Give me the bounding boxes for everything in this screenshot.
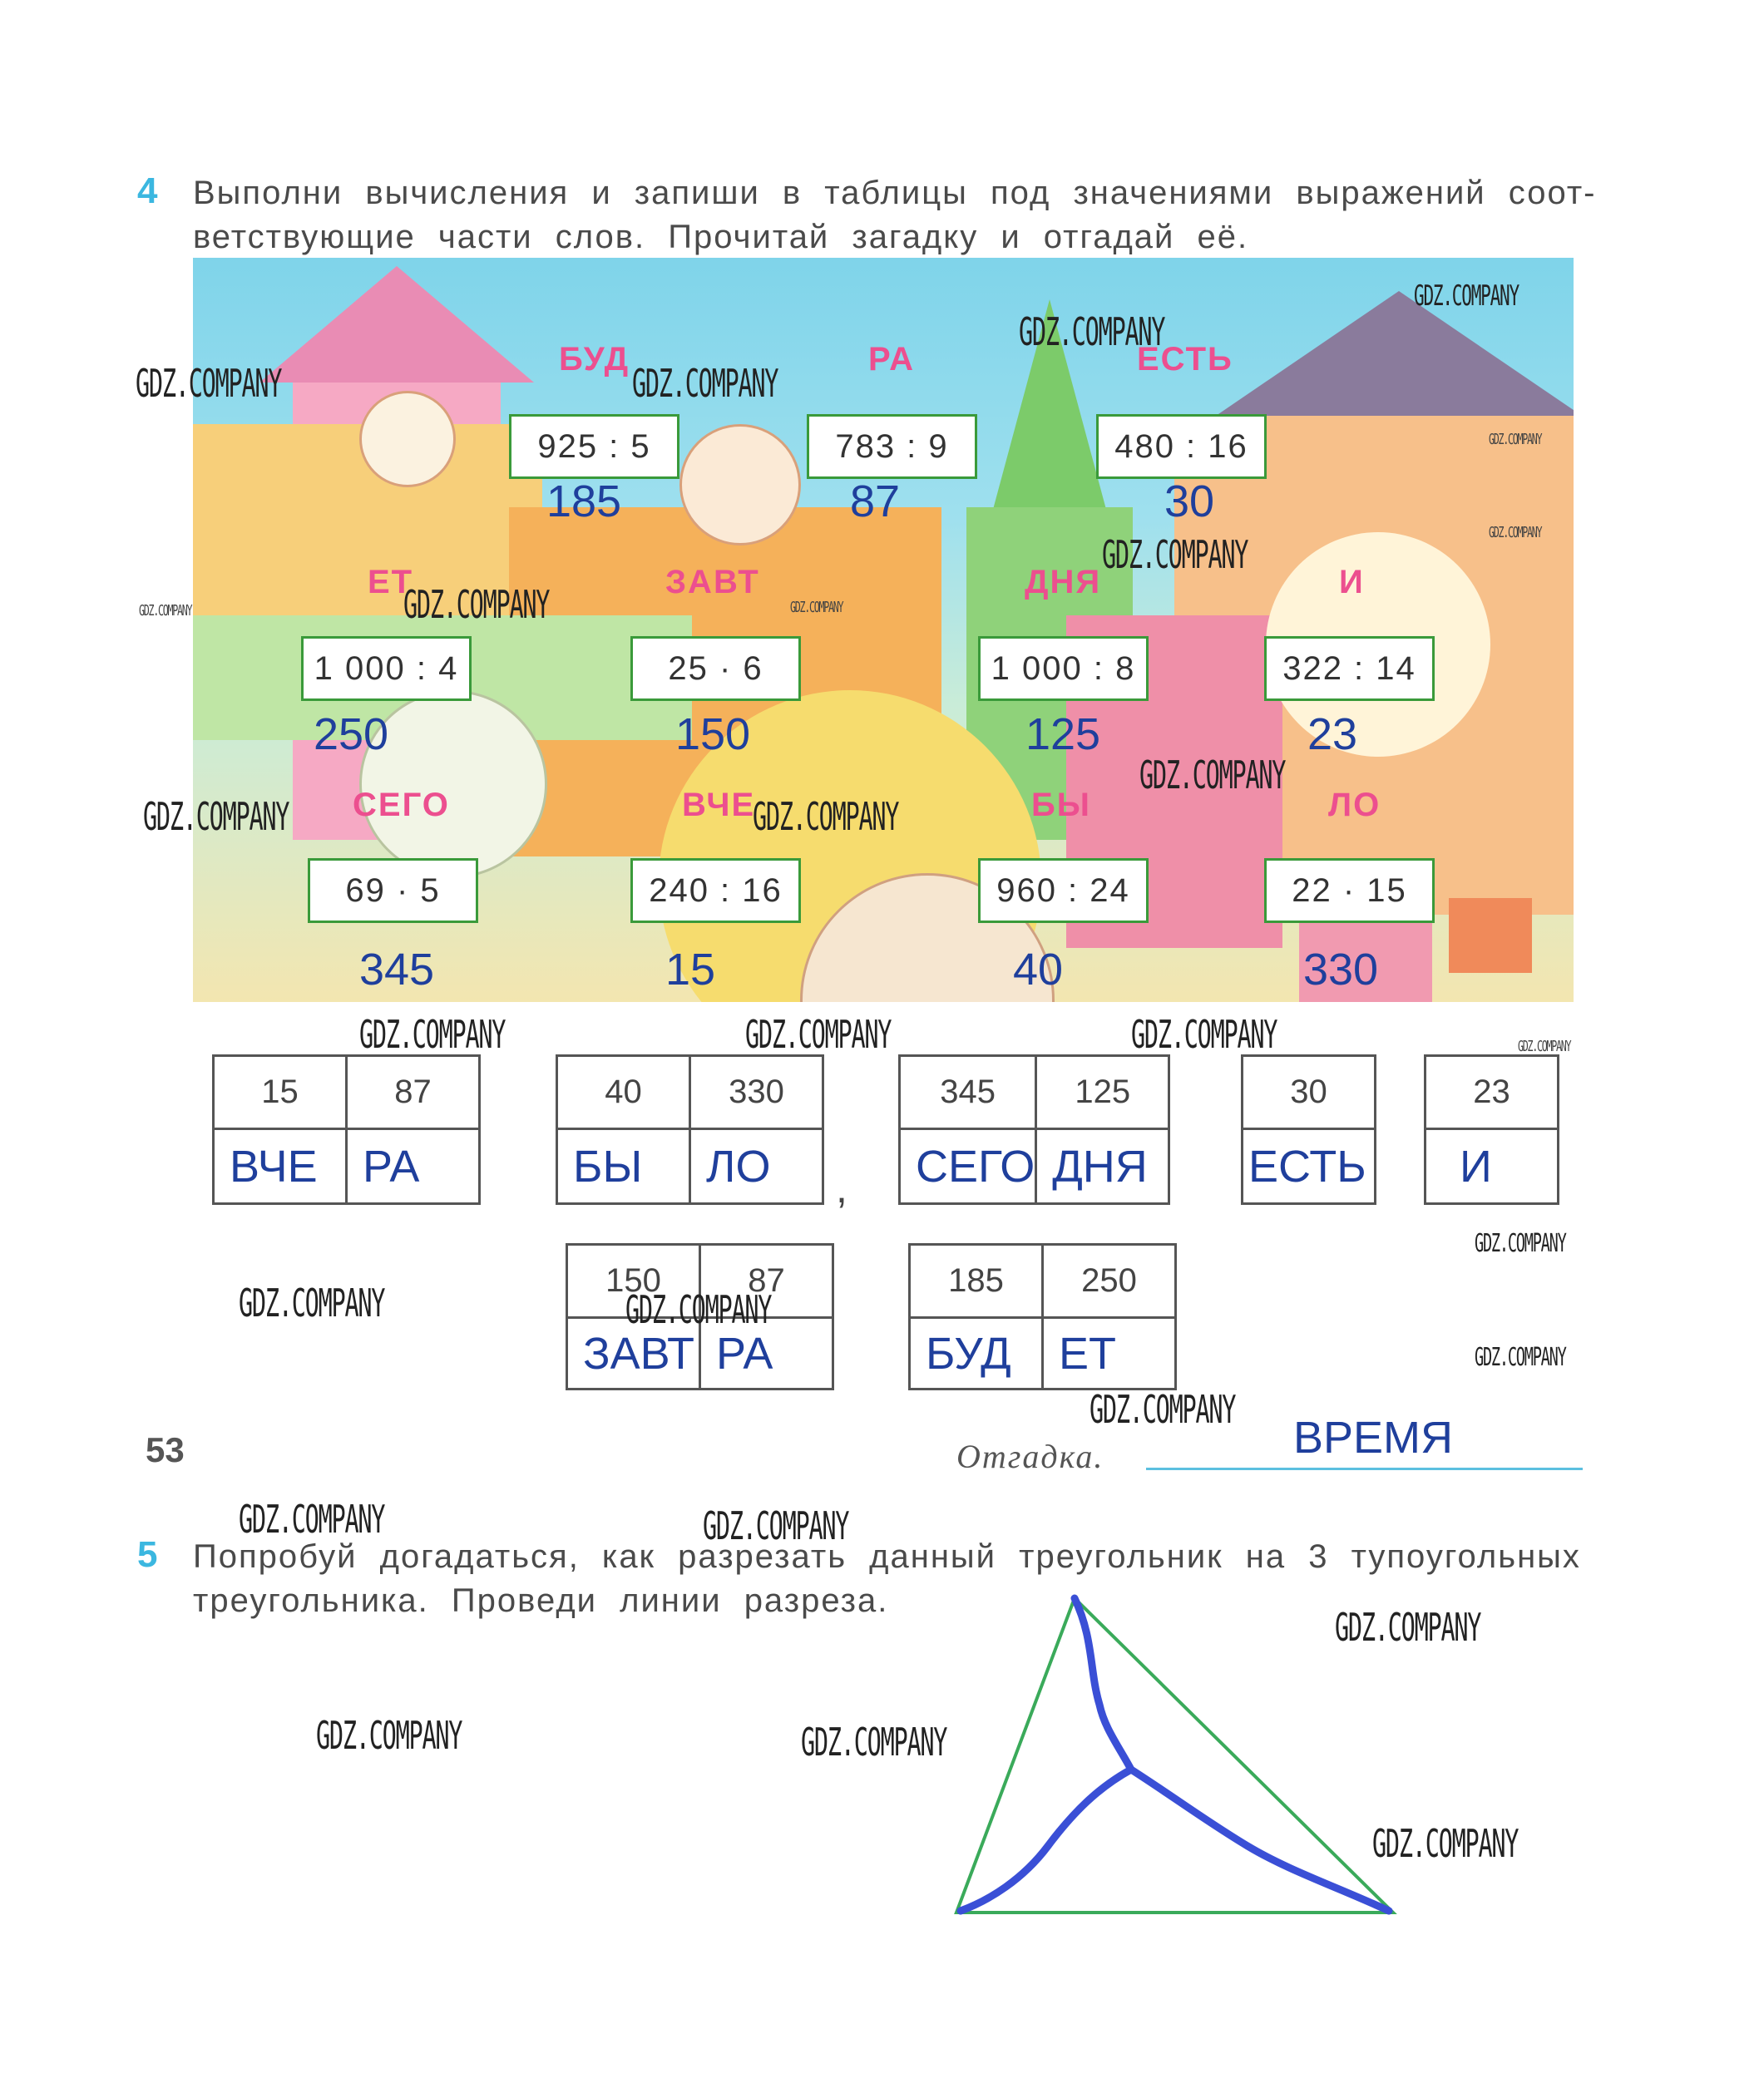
cut-line-right	[1131, 1770, 1389, 1911]
table-word: ДНЯ	[1036, 1129, 1169, 1204]
table-number: 150	[567, 1245, 700, 1318]
table-word: И	[1426, 1129, 1559, 1204]
table-word: БЫ	[557, 1129, 690, 1204]
card-word: И	[1339, 564, 1365, 600]
card-expression: 1 000 : 4	[301, 636, 472, 701]
watermark: GDZ.COMPANY	[1131, 1012, 1277, 1057]
card-expression: 925 : 5	[509, 414, 679, 479]
table-number: 250	[1043, 1245, 1176, 1318]
table-number: 40	[557, 1056, 690, 1129]
card-answer: 30	[1164, 476, 1215, 526]
card-expression: 1 000 : 8	[978, 636, 1149, 701]
card-word: ЕТ	[368, 564, 414, 600]
table-number: 330	[690, 1056, 823, 1129]
watermark: GDZ.COMPANY	[136, 361, 282, 406]
task4-line1: Выполни вычисления и запиши в таблицы под значениями выражений соот-	[193, 175, 1597, 211]
watermark: GDZ.COMPANY	[1489, 524, 1542, 541]
card-word: СЕГО	[353, 787, 450, 823]
card-word: ДНЯ	[1025, 564, 1102, 600]
table-number: 185	[910, 1245, 1043, 1318]
table-word: ЕТ	[1043, 1318, 1176, 1389]
watermark: GDZ.COMPANY	[1489, 431, 1542, 448]
riddle-table-2	[556, 1054, 824, 1205]
table-number: 87	[347, 1056, 480, 1129]
watermark: GDZ.COMPANY	[1372, 1821, 1519, 1866]
page-number: 53	[146, 1430, 185, 1469]
watermark: GDZ.COMPANY	[1414, 279, 1519, 313]
purple-roof	[1216, 291, 1574, 416]
watermark: GDZ.COMPANY	[625, 1287, 772, 1332]
watermark: GDZ.COMPANY	[1090, 1387, 1236, 1432]
table-number: 30	[1243, 1056, 1376, 1129]
watermark: GDZ.COMPANY	[790, 599, 843, 616]
card-expression: 960 : 24	[978, 858, 1149, 923]
watermark: GDZ.COMPANY	[139, 602, 192, 619]
watermark: GDZ.COMPANY	[1102, 532, 1248, 577]
table-word: БУД	[910, 1318, 1043, 1389]
riddle-table-3	[898, 1054, 1170, 1205]
card-answer: 87	[849, 476, 901, 526]
card-answer: 250	[313, 709, 389, 759]
table-word: ЛО	[690, 1129, 823, 1204]
card-expression: 480 : 16	[1096, 414, 1267, 479]
card-answer: 125	[1025, 709, 1101, 759]
task5-number: 5	[137, 1534, 158, 1575]
card-expression: 783 : 9	[807, 414, 977, 479]
table-number: 345	[900, 1056, 1036, 1129]
answer-label: Отгадка.	[956, 1438, 1104, 1475]
card-answer: 15	[665, 945, 716, 995]
card-word: БУД	[559, 341, 630, 378]
card-word: ЕСТЬ	[1137, 341, 1233, 378]
answer-value: ВРЕМЯ	[1293, 1413, 1454, 1463]
card-word: ВЧЕ	[682, 787, 756, 823]
cut-line-left	[961, 1770, 1131, 1911]
task5-line1: Попробуй догадаться, как разрезать данный треугольник на 3 тупоугольных	[193, 1538, 1581, 1575]
watermark: GDZ.COMPANY	[1335, 1605, 1481, 1650]
card-expression: 25 · 6	[630, 636, 801, 701]
task4-line2: ветствующие части слов. Прочитай загадку и отгадай её.	[193, 219, 1249, 255]
riddle-table-1	[212, 1054, 481, 1205]
clock-face-2	[679, 424, 801, 545]
watermark: GDZ.COMPANY	[753, 794, 899, 839]
card-expression: 69 · 5	[308, 858, 478, 923]
watermark: GDZ.COMPANY	[143, 794, 289, 839]
card-answer: 150	[674, 709, 751, 759]
table-number: 23	[1426, 1056, 1559, 1129]
answer-line	[1146, 1468, 1583, 1470]
card-answer: 40	[1012, 945, 1064, 995]
watermark: GDZ.COMPANY	[801, 1720, 947, 1765]
card-answer: 330	[1302, 945, 1379, 995]
riddle-table-4	[1241, 1054, 1376, 1205]
card-expression: 322 : 14	[1264, 636, 1435, 701]
task4-number: 4	[137, 170, 158, 211]
card-word: БЫ	[1031, 787, 1091, 823]
table-word: РА	[347, 1129, 480, 1204]
task5-line2: треугольника. Проведи линии разреза.	[193, 1582, 889, 1619]
watermark: GDZ.COMPANY	[239, 1497, 385, 1542]
clock-face-1	[359, 391, 456, 487]
card-answer: 23	[1307, 709, 1358, 759]
riddle-table-7	[908, 1243, 1177, 1390]
table-word: ВЧЕ	[214, 1129, 347, 1204]
orange-block-right	[1449, 898, 1532, 973]
watermark: GDZ.COMPANY	[703, 1503, 849, 1548]
table-number: 87	[700, 1245, 833, 1318]
card-word: ЗАВТ	[665, 564, 760, 600]
card-expression: 240 : 16	[630, 858, 801, 923]
watermark: GDZ.COMPANY	[403, 582, 550, 627]
riddle-table-5	[1424, 1054, 1559, 1205]
table-number: 125	[1036, 1056, 1169, 1129]
comma: ,	[836, 1165, 847, 1212]
watermark: GDZ.COMPANY	[1139, 753, 1286, 797]
watermark: GDZ.COMPANY	[239, 1281, 385, 1325]
watermark: GDZ.COMPANY	[1475, 1229, 1566, 1258]
card-word: РА	[868, 341, 916, 378]
green-triangle	[956, 1598, 1393, 1913]
pink-tower-roof	[259, 266, 534, 383]
watermark: GDZ.COMPANY	[1019, 309, 1165, 354]
table-number: 15	[214, 1056, 347, 1129]
table-word: РА	[700, 1318, 833, 1389]
watermark: GDZ.COMPANY	[632, 361, 778, 406]
watermark: GDZ.COMPANY	[1475, 1343, 1566, 1372]
table-word: СЕГО	[900, 1129, 1036, 1204]
card-answer: 185	[546, 476, 622, 526]
watermark: GDZ.COMPANY	[316, 1713, 462, 1758]
table-word: ЗАВТ	[567, 1318, 700, 1389]
card-word: ЛО	[1328, 787, 1381, 823]
watermark: GDZ.COMPANY	[359, 1012, 506, 1057]
watermark: GDZ.COMPANY	[1518, 1038, 1571, 1055]
card-answer: 345	[358, 945, 435, 995]
watermark: GDZ.COMPANY	[745, 1012, 892, 1057]
illustration-scene	[193, 258, 1574, 1002]
table-word: ЕСТЬ	[1243, 1129, 1376, 1204]
card-expression: 22 · 15	[1264, 858, 1435, 923]
